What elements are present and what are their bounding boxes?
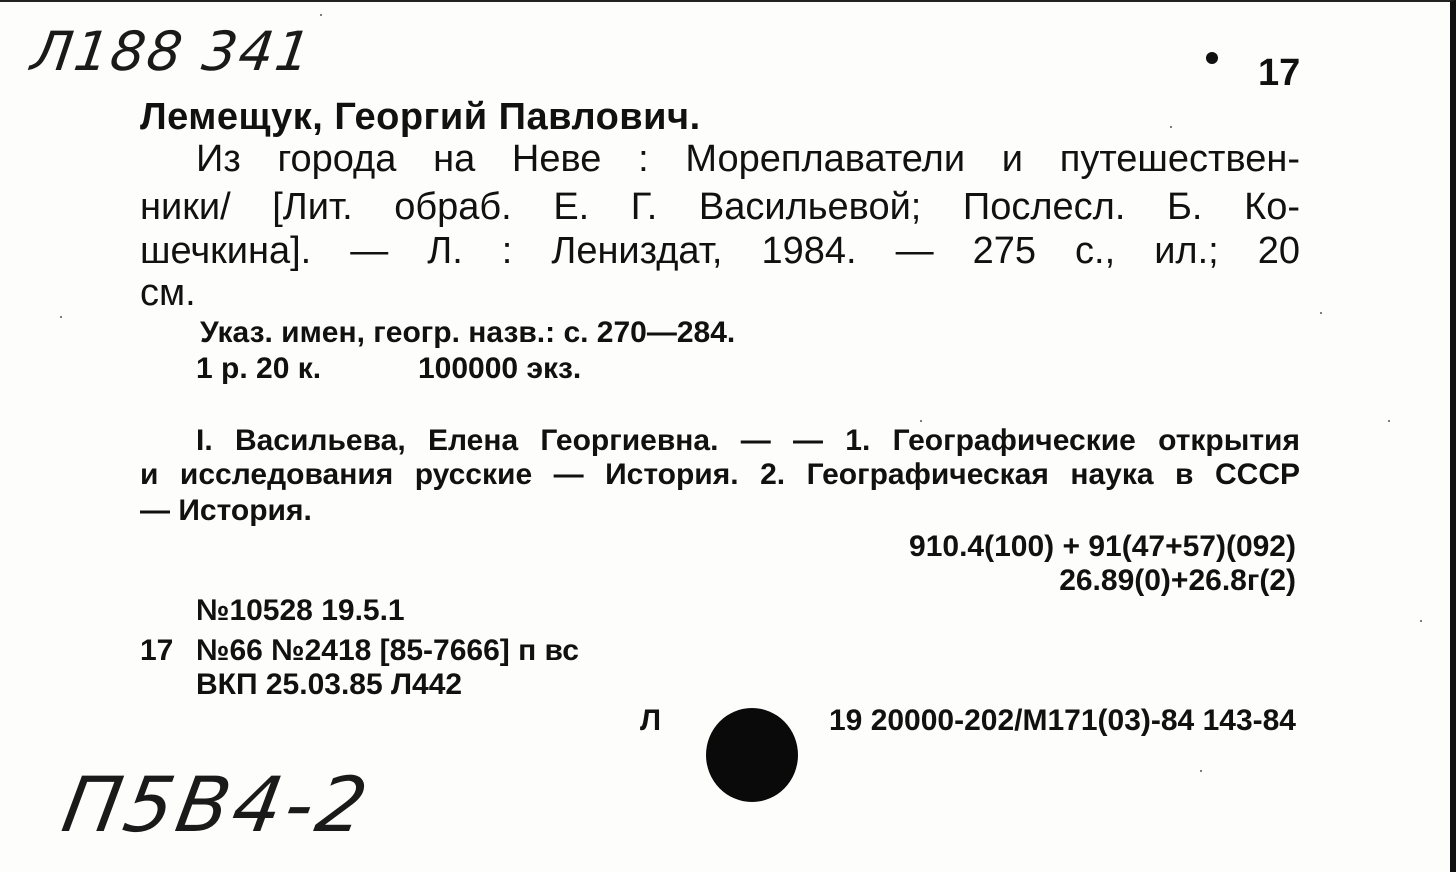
registry-line-2: №66 №2418 [85-7666] п вс bbox=[196, 634, 579, 667]
index-code: 19 20000-202/М171(03)-84 143-84 bbox=[828, 704, 1296, 737]
price-note: 1 р. 20 к. bbox=[196, 352, 322, 385]
speck bbox=[1420, 620, 1422, 622]
subjects-line-3: — История. bbox=[140, 494, 312, 527]
speck bbox=[1320, 312, 1322, 314]
bbk-code: 26.89(0)+26.8г(2) bbox=[1059, 564, 1296, 597]
index-code-prefix: Л bbox=[640, 704, 662, 737]
index-note: Указ. имен, геогр. назв.: с. 270—284. bbox=[200, 316, 736, 349]
udc-code: 910.4(100) + 91(47+57)(092) bbox=[909, 530, 1296, 563]
author-heading: Лемещук, Георгий Павлович. bbox=[140, 96, 701, 138]
title-line-3: шечкина]. — Л. : Лениздат, 1984. — 275 с., ил.; 20 bbox=[140, 230, 1300, 272]
subjects-line-1: I. Васильева, Елена Георгиевна. — — 1. Географические открытия bbox=[196, 424, 1300, 457]
speck bbox=[60, 316, 62, 318]
speck bbox=[320, 14, 322, 16]
registry-line-1: №10528 19.5.1 bbox=[196, 594, 405, 627]
title-line-4: см. bbox=[140, 272, 196, 314]
registry-line-3: ВКП 25.03.85 Л442 bbox=[196, 668, 463, 701]
registry-line-2-number: 17 bbox=[140, 634, 174, 667]
subjects-line-2: и исследования русские — История. 2. Географическая наука в СССР bbox=[140, 458, 1300, 491]
copies-note: 100000 экз. bbox=[418, 352, 582, 385]
speck bbox=[1388, 420, 1390, 422]
title-line-2: ники/ [Лит. обраб. Е. Г. Васильевой; Послесл. Б. Ко- bbox=[140, 186, 1300, 228]
speck bbox=[920, 420, 922, 422]
card-number: 17 bbox=[1258, 52, 1301, 94]
speck bbox=[1170, 126, 1172, 128]
ink-blot bbox=[706, 708, 798, 802]
dot-mark bbox=[1206, 52, 1218, 64]
speck bbox=[1200, 770, 1202, 772]
title-line-1: Из города на Неве : Мореплаватели и путешествен- bbox=[196, 138, 1300, 180]
handwritten-top-code: Л188 341 bbox=[27, 20, 317, 83]
handwritten-bottom-code: П5В4-2 bbox=[56, 760, 378, 849]
